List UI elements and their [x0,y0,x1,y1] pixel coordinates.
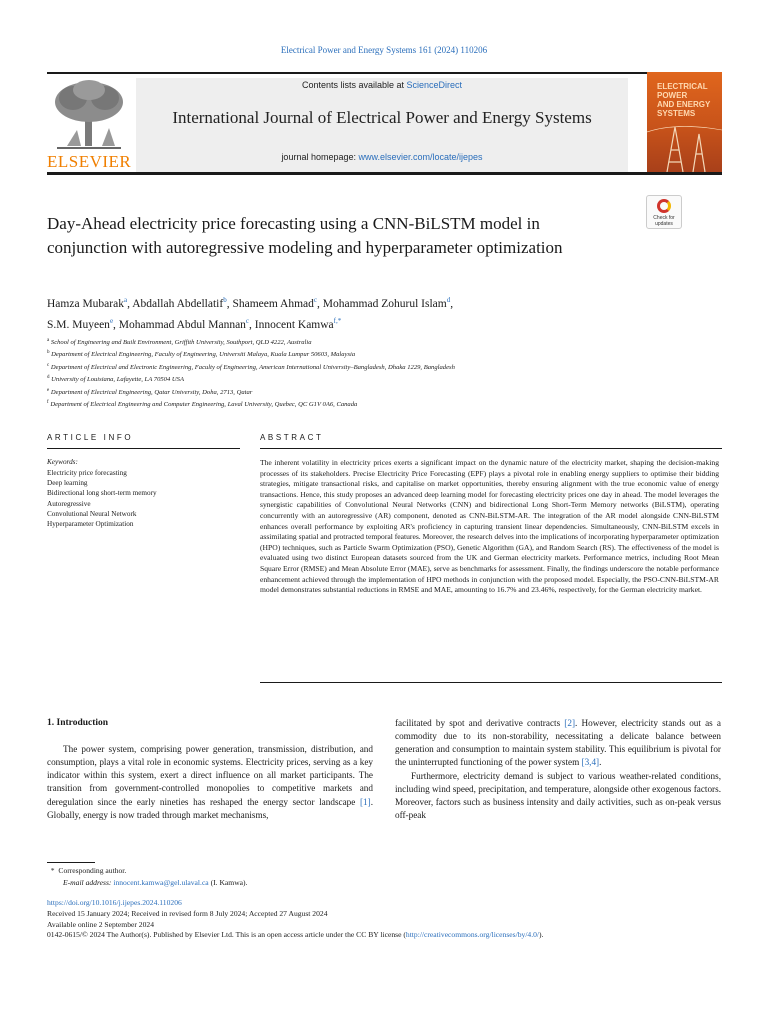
author-affil-ref[interactable]: c [245,316,250,325]
article-title: Day-Ahead electricity price forecasting using a CNN-BiLSTM model in conjunction with autoregressive modeling and hyperparameter optimization [47,214,563,257]
email-label: E-mail address: [63,877,114,887]
affiliation-list [47,336,722,410]
keyword-item: Convolutional Neural Network [47,509,137,518]
author-separator: , [249,318,255,331]
homepage-line [136,152,628,162]
cover-line: AND ENERGY [657,100,711,109]
license-suffix: ). [539,930,544,940]
journal-citation[interactable]: Electrical Power and Energy Systems 161 (2024) 110206 [280,45,488,55]
author-name[interactable]: Mohammad Zohurul Islam [322,297,447,310]
doi-link[interactable]: https://doi.org/10.1016/j.ijepes.2024.110206 [47,898,182,907]
elsevier-logo[interactable] [47,78,131,172]
paragraph-text: . [599,757,602,768]
author-list [47,292,657,334]
introduction-paragraph [47,743,373,822]
homepage-prefix: journal homepage: [281,152,359,162]
received-dates: Received 15 January 2024; Received in revised form 8 July 2024; Accepted 27 August 2024 [47,908,328,918]
available-online: Available online 2 September 2024 [47,919,154,929]
license-line [47,930,722,941]
citation-link[interactable]: [2] [564,718,576,728]
affiliation-item [47,398,722,410]
publication-info [47,898,722,941]
affiliation-item [47,361,722,373]
keyword-item: Autoregressive [47,499,91,508]
masthead-bottom-rule [47,172,722,175]
corresponding-text: Corresponding author. [58,866,127,875]
masthead-top-rule [47,72,722,74]
author-name[interactable]: S.M. Muyeen [47,318,110,331]
elsevier-tree-icon [47,78,131,152]
paragraph-text: . However, electricity stands out as a commodity due to its non-storability, necessitating a delicate balance between generation and consumption to maintain system stability. This equilibrium is pivotal for the uninterrupted functioning of the power system [395,718,721,768]
affiliation-key: e [47,387,50,393]
author-affil-ref[interactable]: d [446,296,451,304]
cover-line: SYSTEMS [657,109,696,118]
contents-line [136,80,628,90]
cover-line: POWER [657,91,688,100]
journal-homepage-link[interactable]: www.elsevier.com/locate/ijepes [358,152,483,162]
affiliation-item [47,373,722,385]
paragraph-text: facilitated by spot and derivative contracts [395,718,565,728]
journal-cover-image[interactable] [647,72,722,172]
keyword-item: Bidirectional long short-term memory [47,489,157,498]
email-suffix: (I. Kamwa). [208,877,248,887]
abstract-heading: ABSTRACT [260,433,324,442]
license-text: 0142-0615/© 2024 The Author(s). Published by Elsevier Ltd. This is an open access article under the CC BY license ( [47,930,406,940]
cover-line: ELECTRICAL [657,82,708,91]
corresponding-author-note [47,865,722,877]
affiliation-key: a [47,338,50,343]
introduction-paragraph [395,717,721,770]
affiliation-key: c [47,362,50,368]
introduction-paragraph: Furthermore, electricity demand is subject to various weather-related conditions, including wind speed, precipitation, and temperature, alongside other exogenous factors. Moreover, factors such as business intensity and daily activities, such as on-peak versus off-peak [395,770,721,821]
affiliation-key: d [47,375,50,381]
author-separator: , [113,318,119,331]
author-affil-ref[interactable]: f,* [333,316,342,325]
affiliation-text: Department of Electrical Engineering and Computer Engineering, Laval University, Quebec, QC G1V 0A6, Canada [50,401,358,409]
author-affil-ref[interactable]: a [123,296,128,304]
affiliation-text: Department of Electrical Engineering, Qatar University, Doha, 2713, Qatar [50,388,253,396]
cover-title [657,82,710,118]
article-info-rule [47,448,240,449]
author-name[interactable]: Shameem Ahmad [232,297,314,310]
author-separator: , [226,297,233,310]
citation-link[interactable]: [1] [359,796,371,807]
affiliation-item [47,348,722,360]
elsevier-wordmark: ELSEVIER [47,152,132,171]
check-for-updates-icon [657,199,671,213]
affiliation-text: Department of Electrical and Electronic Engineering, Faculty of Engineering, American International University–Bangladesh, Dhaka 1229, Bangladesh [50,363,455,371]
affiliation-item [47,336,722,348]
keyword-list [47,468,237,529]
author-affil-ref[interactable]: c [313,296,318,304]
keywords-label: Keywords: [47,458,78,466]
author-name[interactable]: Innocent Kamwa [254,318,334,331]
affiliation-key: f [47,399,49,405]
abstract-text: The inherent volatility in electricity prices exerts a significant impact on the dynamic nature of the electricity market, shaping the decision-making processes of its stakeholders. Precise Electricity Price Forecasting (EPF) plays a pivotal role in enabling energy suppliers to optimise their bidding strategies, mitigate transactional risks, and capitalise on market opportunities, thereby ensuring alignment with the true economic value of energy transactions. Hence, this study proposes an advanced deep learning model for forecasting electricity prices one day in ahead. The model leverages the synergistic capabilities of Convolutional Neural Networks (CNN) and bidirectional Long Short-Term Memory networks (BiLSTM), operating concurrently with an autoregressive (AR) component, denoted as CNN-BiLSTM-AR. The integration of the AR model alongside CNN-BiLSTM enhances overall performance by exploiting AR's proficiency in capturing transient linear dependencies. Simultaneously, CNN-BiLSTM excels in assimilating spatial and protracted temporal features. Moreover, the research delves into the implications of incorporating hyperparameter optimization (HPO) techniques, such as Particle Swarm Optimization (PSO), Genetic Algorithm (GA), and Random Search (RS). The effectiveness of the model is evaluated using two distinct European datasets sourced from the UK and German electricity markets. Performance metrics, including Root Mean Square Error (RMSE) and Mean Absolute Error (MAE), serve as benchmarks for assessment. Finally, the findings underscore the notable performance enhancement achieved through the implementation of HPO methods in conjunction with the proposed model. Especially, the PSO-CNN-BiLSTM-AR model demonstrates substantial reductions in RMSE and MAE, amounting to 16.7% and 23.46%, respectively, for the German electricity market. [260,458,719,595]
keyword-item: Hyperparameter Optimization [47,520,134,529]
contents-prefix: Contents lists available at [301,80,407,90]
email-link[interactable]: innocent.kamwa@gel.ulaval.ca [113,877,209,887]
paragraph-text: The power system, comprising power generation, transmission, distribution, and consumption, plays a vital role in economic systems. Electricity prices, serving as a key indicator within this system, exert a direct influence on all market participants. The transition from government-controlled monopolies to competitive markets and deregulation since the early nineties has reshaped the energy sector landscape [47,744,373,807]
license-link[interactable]: http://creativecommons.org/licenses/by/4.0/ [405,930,540,940]
abstract-rule [260,448,722,449]
check-for-updates-label [647,215,681,227]
abstract-bottom-rule [260,682,722,683]
paragraph-text: . Globally, energy is now traded through market mechanisms, [47,796,373,820]
footnote-rule [47,862,95,863]
affiliation-text: School of Engineering and Built Environment, Griffith University, Southport, QLD 4222, Australia [50,339,312,347]
email-note [47,877,722,889]
author-affil-ref[interactable]: e [109,316,114,325]
check-label-line: Check for [653,215,675,221]
footnotes [47,865,722,888]
keyword-item: Deep learning [47,479,88,488]
check-label-line: updates [655,221,673,227]
journal-title: International Journal of Electrical Power and Energy Systems [172,108,592,127]
citation-link[interactable]: [3,4] [581,757,600,768]
journal-info-box [136,78,628,172]
introduction-right-column [395,717,721,822]
affiliation-text: Department of Electrical Engineering, Faculty of Engineering, Universiti Malaya, Kuala Lumpur 50603, Malaysia [51,351,356,359]
sciencedirect-link[interactable]: ScienceDirect [406,80,463,90]
author-name[interactable]: Hamza Mubarak [47,297,124,310]
author-name[interactable]: Abdallah Abdellatif [132,297,224,310]
author-affil-ref[interactable]: b [223,296,227,304]
author-name[interactable]: Mohammad Abdul Mannan [118,318,246,331]
article-info-heading: ARTICLE INFO [47,433,134,442]
check-for-updates-button[interactable] [646,195,682,229]
journal-masthead [47,72,722,172]
asterisk-marker: * [47,866,59,875]
keyword-item: Electricity price forecasting [47,469,127,477]
affiliation-item [47,386,722,398]
author-separator: , [127,297,133,310]
introduction-heading: 1. Introduction [47,718,109,728]
affiliation-text: University of Louisiana, Lafayette, LA 70504 USA [51,376,185,384]
author-separator: , [317,297,323,310]
author-separator: , [450,297,454,310]
affiliation-key: b [47,350,50,356]
